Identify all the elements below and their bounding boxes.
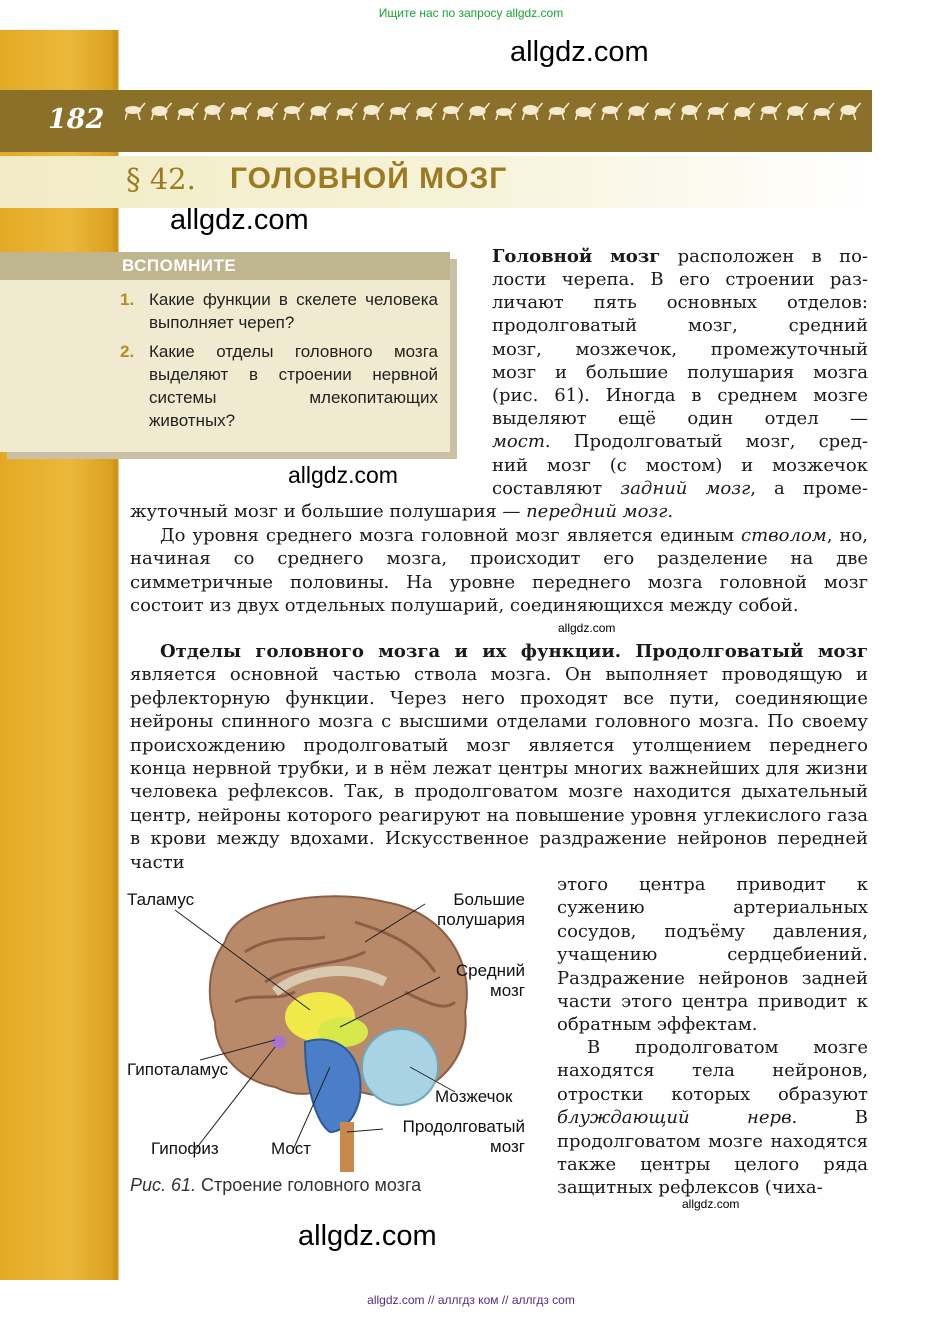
hypothalamus-shape xyxy=(272,1035,286,1049)
text-line: продолговатый мозг, средний xyxy=(492,315,868,336)
animal-silhouette-icon xyxy=(125,106,141,114)
label-hypothalamus: Гипоталамус xyxy=(127,1060,229,1079)
brain-figure xyxy=(125,882,535,1172)
text-line: выделяют ещё один отдел — xyxy=(492,408,868,429)
text-line: ний мозг (с мостом) и мозжечок xyxy=(492,455,868,476)
recall-heading-bar xyxy=(0,252,450,280)
text-line: мозг и большие полушария мозга xyxy=(492,362,868,383)
recall-question xyxy=(120,340,438,432)
question-text: Какие функции в скелете человека выполняет череп? xyxy=(149,290,438,332)
watermark: allgdz.com xyxy=(170,204,309,236)
watermark: allgdz.com xyxy=(558,621,616,635)
animal-silhouette-icon xyxy=(602,106,618,114)
watermark: allgdz.com xyxy=(298,1220,437,1252)
text-line: лости черепа. В его строении раз- xyxy=(492,269,868,290)
label-medulla: Продолговатый мозг xyxy=(402,1117,525,1156)
recall-question xyxy=(120,288,438,334)
top-search-note: Ищите нас по запросу allgdz.com xyxy=(378,6,564,20)
text-line: составляют задний мозг, а проме- xyxy=(492,478,868,499)
animal-silhouette-icon xyxy=(761,106,777,114)
left-color-margin xyxy=(0,30,118,1280)
caption-text: Строение головного мозга xyxy=(196,1175,422,1195)
watermark: allgdz.com xyxy=(682,1197,740,1211)
animal-silhouette-icon xyxy=(284,106,300,114)
label-hemispheres: Большие полушария xyxy=(437,890,525,929)
cerebellum-shape xyxy=(362,1029,438,1105)
section-title: ГОЛОВНОЙ МОЗГ xyxy=(230,162,508,195)
paragraph-vagus: В продолговатом мозге находятся тела нейронов, отростки которых образуют блуждающий нерв. В продолговатом мозге находятся также центры целого ряда защитных рефлексов (чиха- xyxy=(557,1037,868,1199)
watermark: allgdz.com xyxy=(288,462,398,488)
paragraph-medulla-continued: этого центра приводит к сужению артериальных сосудов, подъёму давления, учащению сердцебиений. Раздражение нейронов задней части этого центра приводит к обратным эффектам. xyxy=(557,874,868,1036)
animal-icons xyxy=(125,103,861,120)
text-line: жуточный мозг и большие полушария — передний мозг. xyxy=(130,501,674,522)
page-number: 182 xyxy=(48,104,105,135)
paragraph-stem: До уровня среднего мозга головной мозг является единым стволом, но, начиная со среднего мозга, происходит его разделение на две симметричные половины. На уровне переднего мозга головной мозг состоит из двух отдельных полушарий, соединяющихся между собой. xyxy=(130,525,869,617)
section-number: § 42. xyxy=(126,162,196,196)
margin-edge xyxy=(113,30,119,1280)
animal-silhouettes-decoration xyxy=(125,96,865,126)
recall-heading: ВСПОМНИТЕ xyxy=(122,256,237,275)
recall-box xyxy=(0,252,450,452)
text-line: мозг, мозжечок, промежуточный xyxy=(492,339,868,360)
caption-number: Рис. 61. xyxy=(130,1175,197,1195)
text-line: (рис. 61). Иногда в среднем мозге xyxy=(492,385,868,406)
text-line: личают пять основных отделов: xyxy=(492,292,868,313)
recall-question-list xyxy=(120,288,438,438)
text-line: мост. Продолговатый мозг, сред- xyxy=(492,431,868,452)
watermark: allgdz.com xyxy=(510,36,649,68)
label-thalamus: Таламус xyxy=(127,890,195,909)
question-number: 2. xyxy=(120,342,135,361)
label-cerebellum: Мозжечок xyxy=(435,1087,513,1106)
label-pituitary: Гипофиз xyxy=(151,1139,219,1158)
question-text: Какие отделы головного мозга выделяют в строении нервной системы млекопитающих животных? xyxy=(149,342,438,430)
footer-links: allgdz.com // аллгдз ком // аллгдз com xyxy=(367,1293,575,1307)
question-number: 1. xyxy=(120,290,135,309)
label-pons: Мост xyxy=(271,1139,312,1158)
text-line: Головной мозг расположен в по- xyxy=(492,246,868,267)
spinal-cord-shape xyxy=(340,1122,354,1172)
animal-silhouette-icon xyxy=(443,106,459,114)
label-midbrain: Средний мозг xyxy=(455,961,525,1000)
figure-caption xyxy=(130,1175,421,1196)
paragraph-medulla: Отделы головного мозга и их функции. Продолговатый мозг является основной частью ствола мозга. Он выполняет проводящую и рефлекторную функции. Через него проходят все пути, соединяющие нейроны спинного мозга с высшими отделами головного мозга. По своему происхождению продолговатый мозг является утолщением переднего конца нервной трубки, и в нём лежат центры многих важнейших для жизни человека рефлексов. Так, в продолговатом мозге находится дыхательный центр, нейроны которого реагируют на повышение уровня углекислого газа в крови между вдохами. Искусственное раздражение нейронов передней части xyxy=(130,641,868,873)
